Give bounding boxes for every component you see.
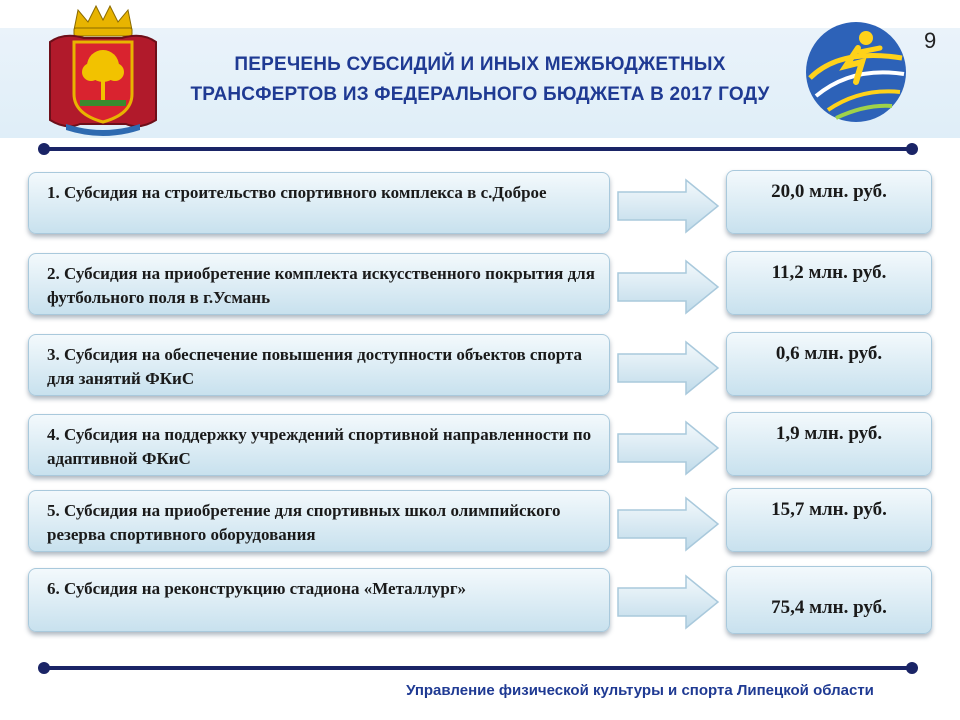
subsidy-description-6: 6. Субсидия на реконструкцию стадиона «Металлург» — [28, 568, 610, 632]
subsidy-amount-1: 20,0 млн. руб. — [726, 170, 932, 234]
page-number: 9 — [924, 28, 937, 53]
page-title — [160, 50, 800, 110]
top-divider — [44, 147, 912, 151]
title-line-1: ПЕРЕЧЕНЬ СУБСИДИЙ И ИНЫХ МЕЖБЮДЖЕТНЫХ — [234, 54, 726, 75]
arrow-right-icon — [616, 420, 720, 476]
subsidy-description-3: 3. Субсидия на обеспечение повышения доступности объектов спорта для занятий ФКиС — [28, 334, 610, 396]
arrow-right-icon — [616, 259, 720, 315]
footer-organization: Управление физической культуры и спорта Липецкой области — [406, 682, 874, 699]
sport-logo — [800, 18, 912, 126]
subsidy-description-5: 5. Субсидия на приобретение для спортивных школ олимпийского резерва спортивного оборудования — [28, 490, 610, 552]
coat-of-arms-emblem — [44, 2, 162, 136]
bottom-divider — [44, 666, 912, 670]
subsidy-amount-5: 15,7 млн. руб. — [726, 488, 932, 552]
arrow-right-icon — [616, 340, 720, 396]
title-line-2: ТРАНСФЕРТОВ ИЗ ФЕДЕРАЛЬНОГО БЮДЖЕТА В 2017 ГОДУ — [190, 84, 770, 105]
arrow-right-icon — [616, 496, 720, 552]
subsidy-amount-3: 0,6 млн. руб. — [726, 332, 932, 396]
arrow-right-icon — [616, 574, 720, 630]
subsidy-amount-6: 75,4 млн. руб. — [726, 566, 932, 634]
subsidy-description-2: 2. Субсидия на приобретение комплекта искусственного покрытия для футбольного поля в г.Усмань — [28, 253, 610, 315]
arrow-right-icon — [616, 178, 720, 234]
subsidy-description-1: 1. Субсидия на строительство спортивного комплекса в с.Доброе — [28, 172, 610, 234]
subsidy-description-4: 4. Субсидия на поддержку учреждений спортивной направленности по адаптивной ФКиС — [28, 414, 610, 476]
subsidy-amount-4: 1,9 млн. руб. — [726, 412, 932, 476]
subsidy-amount-2: 11,2 млн. руб. — [726, 251, 932, 315]
